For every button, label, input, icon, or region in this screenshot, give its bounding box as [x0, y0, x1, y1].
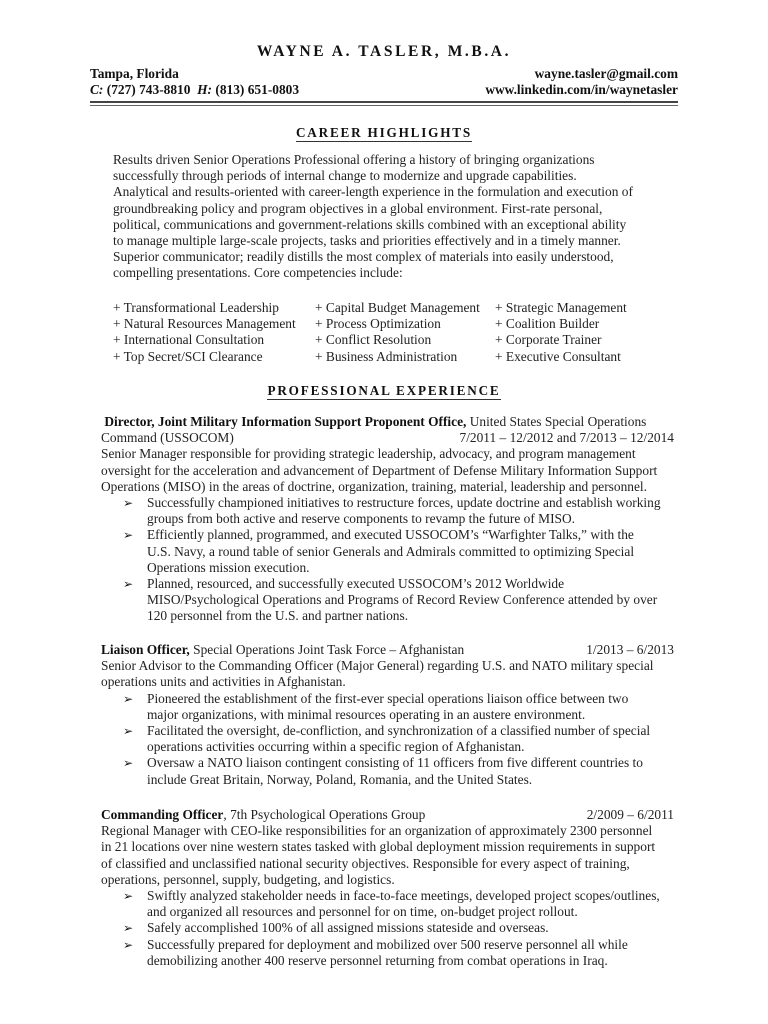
- job-title: Commanding Officer: [101, 807, 224, 822]
- home-label: H:: [197, 82, 213, 98]
- job-dates: 7/2011 – 12/2012 and 7/2013 – 12/2014: [459, 430, 674, 446]
- competency-item: + Natural Resources Management: [113, 316, 296, 332]
- summary-line: political, communications and government-relations skills combined with an exceptional ability: [113, 216, 627, 232]
- bullet-line: include Great Britain, Norway, Poland, Romania, and the United States.: [147, 771, 533, 787]
- bullet-item: [101, 937, 676, 969]
- resume-name: WAYNE A. TASLER, M.B.A.: [256, 43, 512, 60]
- competency-item: + Business Administration: [315, 348, 458, 364]
- description-line: Operations (MISO) in the areas of doctrine, organization, training, material, leadership and personnel.: [101, 478, 647, 494]
- job-title-line: [101, 807, 676, 823]
- career-highlights-heading: CAREER HIGHLIGHTS: [295, 125, 473, 140]
- competency-column-3: [495, 300, 655, 365]
- summary-line: Superior communicator; readily distills the most complex of materials into easily understood,: [113, 249, 614, 265]
- bullet-line: Pioneered the establishment of the first-ever special operations liaison office between two: [147, 690, 629, 706]
- bullet-line: operations activities occurring within a specific region of Afghanistan.: [147, 739, 525, 755]
- bullet-item: [101, 888, 676, 920]
- arrow-icon: ➢: [123, 528, 134, 543]
- home-phone: (813) 651-0803: [215, 82, 300, 98]
- professional-experience-heading: PROFESSIONAL EXPERIENCE: [267, 383, 501, 398]
- competency-item: + Corporate Trainer: [495, 332, 602, 348]
- job-description: [101, 446, 676, 495]
- bullet-item: [101, 920, 676, 936]
- description-line: in 21 locations over nine western states tasked with global deployment mission requirements in support: [101, 839, 656, 855]
- job-title-line: [101, 414, 676, 430]
- arrow-icon: ➢: [123, 937, 134, 952]
- job-entry: [101, 414, 676, 625]
- bullet-item: [101, 576, 676, 625]
- bullet-line: Efficiently planned, programmed, and executed USSOCOM’s “Warfighter Talks,” with the: [147, 527, 634, 543]
- arrow-icon: ➢: [123, 577, 134, 592]
- arrow-icon: ➢: [123, 889, 134, 904]
- bullet-line: Facilitated the oversight, de-confliction, and synchronization of a classified number of special: [147, 723, 651, 739]
- header-rule-thick: [90, 101, 678, 103]
- competency-item: + Transformational Leadership: [113, 300, 279, 315]
- competency-item: + Conflict Resolution: [315, 332, 432, 348]
- competencies-grid: [113, 300, 655, 365]
- job-title: Liaison Officer,: [101, 642, 190, 657]
- contact-left: [90, 66, 299, 98]
- job-org-line: [101, 430, 676, 446]
- job-dates: 2/2009 – 6/2011: [586, 807, 674, 822]
- job-title-line: [101, 642, 676, 658]
- description-line: Regional Manager with CEO-like responsibilities for an organization of approximately 2300 personnel: [101, 823, 653, 839]
- email-link[interactable]: wayne.tasler@gmail.com: [534, 66, 678, 81]
- bullet-item: [101, 495, 676, 527]
- bullet-line: Successfully prepared for deployment and mobilized over 500 reserve personnel all while: [147, 936, 628, 952]
- description-line: Senior Advisor to the Commanding Officer (Major General) regarding U.S. and NATO military special: [101, 658, 654, 674]
- arrow-icon: ➢: [123, 756, 134, 771]
- bullet-line: Operations mission execution.: [147, 559, 310, 575]
- summary-line: successfully through periods of internal change to modernize and upgrade capabilities.: [113, 168, 577, 184]
- cell-label: C:: [90, 82, 104, 98]
- arrow-icon: ➢: [123, 724, 134, 739]
- competency-item: + Process Optimization: [315, 316, 441, 332]
- bullet-line: Successfully championed initiatives to restructure forces, update doctrine and establish working: [147, 495, 661, 511]
- job-title: Director, Joint Military Information Support Proponent Office,: [104, 414, 467, 429]
- description-line: Senior Manager responsible for providing strategic leadership, advocacy, and program management: [101, 446, 636, 462]
- phone-line: [90, 82, 299, 98]
- competency-column-1: [113, 300, 315, 365]
- job-entry: [101, 807, 676, 969]
- competency-item: + Coalition Builder: [495, 316, 600, 332]
- job-bullets: [101, 888, 676, 969]
- bullet-line: Oversaw a NATO liaison contingent consisting of 11 officers from five different countries to: [147, 755, 643, 771]
- summary-line: to manage multiple large-scale projects, tasks and priorities effectively and in a timely manner.: [113, 233, 621, 249]
- job-description: [101, 658, 676, 690]
- bullet-item: [101, 527, 676, 576]
- arrow-icon: ➢: [123, 496, 134, 511]
- bullet-line: Safely accomplished 100% of all assigned missions stateside and overseas.: [147, 920, 549, 936]
- description-line: oversight for the acceleration and advancement of Department of Defense Military Information Support: [101, 462, 658, 478]
- bullet-line: U.S. Navy, a round table of senior Generals and Admirals committed to optimizing Special: [147, 543, 635, 559]
- description-line: of classified and unclassified national security objectives. Responsible for every aspect of training,: [101, 855, 630, 871]
- description-line: operations units and activities in Afghanistan.: [101, 674, 346, 690]
- bullet-line: demobilizing another 400 reserve personnel returning from combat operations in Iraq.: [147, 952, 608, 968]
- bullet-line: and organized all resources and personnel for on time, on-budget project rollout.: [147, 904, 578, 920]
- competency-item: + International Consultation: [113, 332, 265, 348]
- summary-line: compelling presentations. Core competencies include:: [113, 265, 403, 281]
- summary-line: groundbreaking policy and program objectives in a global environment. First-rate personal,: [113, 200, 603, 216]
- summary-line: Analytical and results-oriented with career-length experience in the formulation and execution of: [113, 184, 633, 200]
- job-org: , 7th Psychological Operations Group: [223, 807, 426, 822]
- bullet-item: [101, 691, 676, 723]
- bullet-line: 120 personnel from the U.S. and partner nations.: [147, 608, 409, 624]
- competency-item: + Top Secret/SCI Clearance: [113, 348, 263, 364]
- competency-item: + Strategic Management: [495, 300, 627, 315]
- job-org: Special Operations Joint Task Force – Afghanistan: [189, 642, 465, 657]
- job-org-cont: Command (USSOCOM): [101, 430, 234, 446]
- contact-right: [485, 66, 678, 98]
- bullet-line: groups from both active and reserve components to revamp the future of MISO.: [147, 511, 576, 527]
- cell-phone: (727) 743-8810: [106, 82, 191, 98]
- bullet-line: Swiftly analyzed stakeholder needs in face-to-face meetings, developed project scopes/outlines,: [147, 888, 660, 904]
- arrow-icon: ➢: [123, 691, 134, 706]
- competency-item: + Executive Consultant: [495, 348, 621, 364]
- job-bullets: [101, 691, 676, 788]
- bullet-item: [101, 755, 676, 787]
- arrow-icon: ➢: [123, 921, 134, 936]
- bullet-line: MISO/Psychological Operations and Programs of Record Review Conference attended by over: [147, 592, 658, 608]
- bullet-item: [101, 723, 676, 755]
- description-line: operations, personnel, supply, budgeting, and logistics.: [101, 871, 395, 887]
- job-org: United States Special Operations: [466, 414, 647, 429]
- competency-item: + Capital Budget Management: [315, 300, 480, 315]
- career-summary: [113, 152, 653, 282]
- city: Tampa, Florida: [90, 66, 179, 81]
- header-rule-thin: [90, 105, 678, 106]
- job-entry: [101, 642, 676, 788]
- summary-line: Results driven Senior Operations Professional offering a history of bringing organizations: [113, 152, 595, 167]
- job-description: [101, 823, 676, 888]
- job-dates: 1/2013 – 6/2013: [586, 642, 674, 657]
- bullet-line: Planned, resourced, and successfully executed USSOCOM’s 2012 Worldwide: [147, 576, 565, 592]
- competency-column-2: [315, 300, 495, 365]
- bullet-line: major organizations, with minimal resources operating in an austere environment.: [147, 706, 586, 722]
- linkedin-link[interactable]: www.linkedin.com/in/waynetasler: [485, 82, 678, 98]
- job-bullets: [101, 495, 676, 625]
